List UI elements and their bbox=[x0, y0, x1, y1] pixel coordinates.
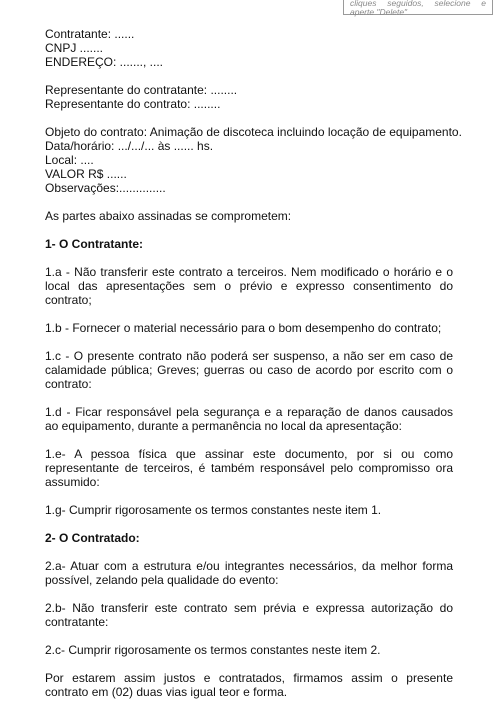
local-field: Local: .... bbox=[45, 153, 94, 167]
intro-text: As partes abaixo assinadas se comprometem: bbox=[45, 209, 292, 223]
clause-1d: 1.d - Ficar responsável pela segurança e a reparação de danos causados ao equipamento, durante a permanência no local da apresentação: bbox=[45, 405, 453, 433]
section-1-title: 1- O Contratante: bbox=[45, 237, 144, 251]
clause-2b: 2.b- Não transferir este contrato sem prévia e expressa autorização do contratante: bbox=[45, 601, 453, 629]
valor-field: VALOR R$ ...... bbox=[45, 167, 127, 181]
clause-1g: 1.g- Cumprir rigorosamente os termos constantes neste item 1. bbox=[45, 503, 382, 517]
representatives bbox=[45, 83, 453, 111]
clause-2a: 2.a- Atuar com a estrutura e/ou integrantes necessários, da melhor forma possível, zelando pela qualidade do evento: bbox=[45, 559, 453, 587]
closing-text: Por estarem assim justos e contratados, firmamos assim o presente contrato em (02) duas vias igual teor e forma. bbox=[45, 671, 453, 699]
section-2-title: 2- O Contratado: bbox=[45, 531, 140, 545]
data-horario-field: Data/horário: .../.../... às ...... hs. bbox=[45, 139, 214, 153]
clause-1b: 1.b - Fornecer o material necessário para o bom desempenho do contrato; bbox=[45, 321, 442, 335]
objeto-field: Objeto do contrato: Animação de discoteca incluindo locação de equipamento. bbox=[45, 125, 462, 139]
clause-1a: 1.a - Não transferir este contrato a terceiros. Nem modificado o horário e o local das apresentações sem o prévio e expresso consentimento do contrato; bbox=[45, 265, 453, 307]
instruction-note: cliques seguidos, selecione e aperte "Delete" bbox=[343, 0, 493, 15]
contract-info bbox=[45, 125, 462, 195]
contract-document bbox=[45, 27, 462, 713]
representante-contrato-field: Representante do contrato: ........ bbox=[45, 97, 221, 111]
observacoes-field: Observações:.............. bbox=[45, 181, 166, 195]
cnpj-field: CNPJ ....... bbox=[45, 41, 104, 55]
clause-1c: 1.c - O presente contrato não poderá ser suspenso, a não ser em caso de calamidade pública; Greves; guerras ou caso de acordo por escrito com o contrato: bbox=[45, 349, 453, 391]
endereco-field: ENDEREÇO: ......., .... bbox=[45, 55, 164, 69]
contratante-field: Contratante: ...... bbox=[45, 27, 135, 41]
contractor-fields bbox=[45, 27, 453, 69]
clause-2c: 2.c- Cumprir rigorosamente os termos constantes neste item 2. bbox=[45, 643, 381, 657]
representante-contratante-field: Representante do contratante: ........ bbox=[45, 83, 238, 97]
clause-1e: 1.e- A pessoa física que assinar este documento, por si ou como representante de terceiros, é também responsável pelo compromisso ora assumido: bbox=[45, 447, 453, 489]
